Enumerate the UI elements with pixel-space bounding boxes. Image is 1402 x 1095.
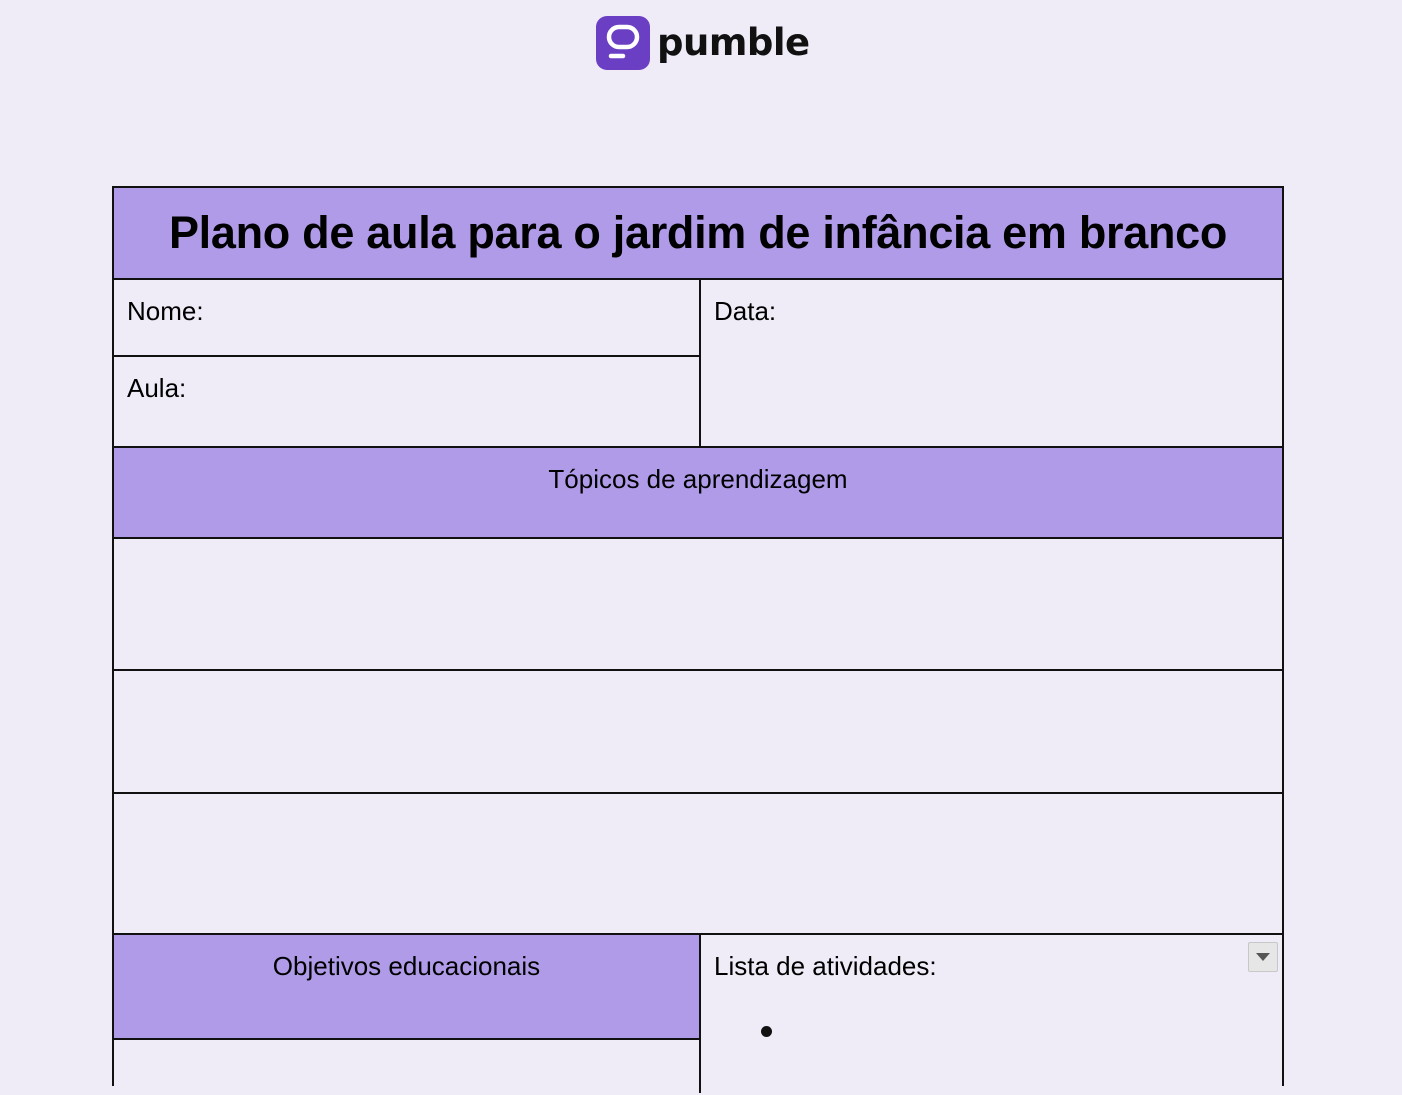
name-label: Nome: — [127, 296, 204, 326]
activities-label: Lista de atividades: — [714, 951, 937, 981]
date-label: Data: — [714, 296, 777, 326]
bullet-point — [761, 1026, 772, 1037]
class-field[interactable] — [114, 357, 699, 446]
name-field[interactable] — [114, 280, 699, 355]
pumble-logo-icon — [596, 16, 650, 70]
topic-row[interactable] — [114, 539, 1282, 669]
pumble-logo — [596, 16, 810, 70]
dropdown-button[interactable] — [1248, 942, 1278, 972]
topic-row[interactable] — [114, 794, 1282, 933]
topic-row[interactable] — [114, 671, 1282, 792]
class-label: Aula: — [127, 373, 187, 403]
lesson-plan-table — [112, 186, 1284, 1086]
chevron-down-icon — [1255, 952, 1271, 962]
divider — [114, 1038, 701, 1040]
logo-text: pumble — [657, 21, 810, 64]
date-field[interactable] — [701, 280, 1284, 446]
document-title: Plano de aula para o jardim de infância em branco — [168, 207, 1228, 258]
divider — [699, 278, 701, 448]
activities-field[interactable] — [701, 935, 1284, 1095]
objectives-header: Objetivos educacionais — [272, 951, 541, 981]
topics-header: Tópicos de aprendizagem — [548, 464, 848, 494]
